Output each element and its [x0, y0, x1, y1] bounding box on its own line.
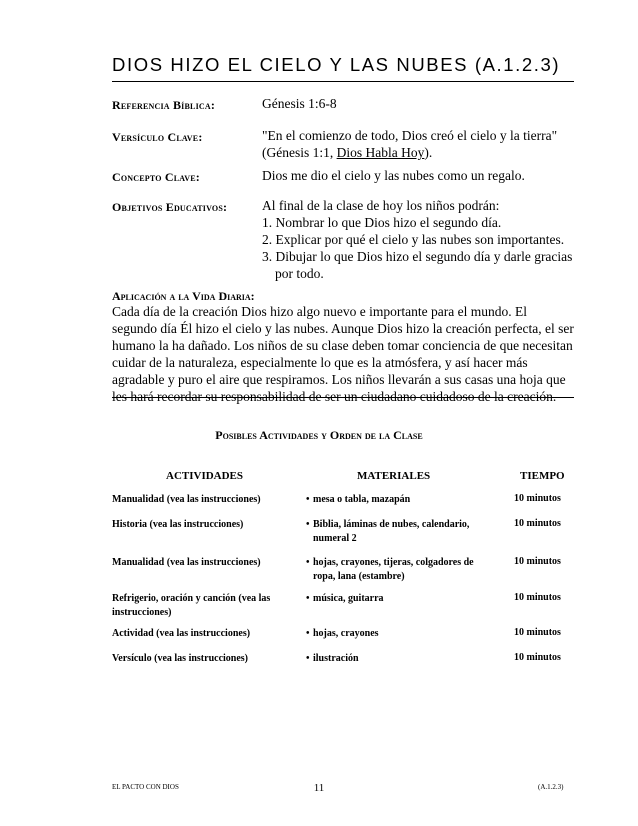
row-time: 10 minutos	[514, 493, 561, 504]
header-time: TIEMPO	[520, 470, 565, 482]
field-value-key-concept	[262, 167, 525, 184]
header-materials: MATERIALES	[357, 470, 431, 482]
lesson-title: DIOS HIZO EL CIELO Y LAS NUBES (A.1.2.3)	[112, 54, 561, 75]
row-materials	[306, 493, 496, 507]
objective-1: 1. Nombrar lo que Dios hizo el segundo día.	[262, 215, 502, 230]
row-time: 10 minutos	[514, 592, 561, 603]
key-verse-citation	[262, 144, 557, 161]
field-label-objectives: Objetivos Educativos:	[112, 200, 228, 214]
citation-suffix: ).	[424, 145, 433, 160]
row-materials	[306, 652, 496, 666]
application-line: segundo día Él hizo el cielo y las nubes. Aunque Dios hizo la creación perfecta, el ser	[112, 321, 574, 336]
key-concept-line: Dios me dio el cielo y las nubes como un regalo.	[262, 168, 525, 183]
schedule-title: Posibles Actividades y Orden de la Clase	[215, 428, 423, 442]
row-time: 10 minutos	[514, 518, 561, 529]
row-materials	[306, 556, 496, 584]
row-activity: Manualidad (vea las instrucciones)	[112, 557, 261, 568]
bullet-icon: •	[306, 593, 310, 604]
application-line: agradable y puro el aire que respiramos. Los niños llevarán a sus casas una hoja que	[112, 372, 566, 387]
materials-text: hojas, crayones, tijeras, colgadores de ropa, lana (estambre)	[313, 557, 474, 582]
bullet-icon: •	[306, 519, 310, 530]
row-materials	[306, 627, 496, 641]
materials-text: Biblia, láminas de nubes, calendario, numeral 2	[313, 519, 470, 544]
citation-prefix: (Génesis 1:1,	[262, 145, 337, 160]
bullet-icon: •	[306, 557, 310, 568]
bullet-icon: •	[306, 628, 310, 639]
field-value-key-verse	[262, 127, 557, 161]
materials-text: mesa o tabla, mazapán	[313, 494, 411, 505]
section-rule	[112, 397, 574, 398]
field-label-key-concept: Concepto Clave:	[112, 170, 200, 184]
page-number: 11	[313, 782, 325, 794]
row-time: 10 minutos	[514, 652, 561, 663]
application-line: cuidar de la naturaleza, especialmente lo que es la atmósfera, y así hacer más	[112, 355, 528, 370]
objective-3: 3. Dibujar lo que Dios hizo el segundo día y darle gracias	[262, 249, 573, 264]
row-activity: Historia (vea las instrucciones)	[112, 519, 244, 530]
bullet-icon: •	[306, 494, 310, 505]
row-activity: Actividad (vea las instrucciones)	[112, 628, 251, 639]
application-line: humano la ha dañado. Los niños de su clase deben tomar conciencia de que necesitan	[112, 338, 573, 353]
application-text	[112, 303, 582, 405]
row-materials	[306, 592, 496, 606]
row-time: 10 minutos	[514, 627, 561, 638]
field-value-reference	[262, 95, 337, 112]
objective-2: 2. Explicar por qué el cielo y las nubes son importantes.	[262, 232, 565, 247]
application-line: Cada día de la creación Dios hizo algo nuevo e importante para el mundo. El	[112, 304, 527, 319]
row-activity: Refrigerio, oración y canción (vea las instrucciones)	[112, 593, 271, 618]
objectives-intro: Al final de la clase de hoy los niños podrán:	[262, 198, 500, 213]
field-label-reference: Referencia Bíblica:	[112, 98, 216, 112]
row-activity: Versículo (vea las instrucciones)	[112, 653, 249, 664]
translation-link: Dios Habla Hoy	[336, 145, 425, 160]
title-rule	[112, 81, 574, 82]
key-verse-line: "En el comienzo de todo, Dios creó el cielo y la tierra"	[262, 128, 558, 143]
row-materials	[306, 518, 496, 546]
materials-text: música, guitarra	[313, 593, 384, 604]
application-line: les hará recordar su responsabilidad de ser un ciudadano cuidadoso de la creación.	[112, 389, 557, 404]
materials-text: hojas, crayones	[313, 628, 379, 639]
bullet-icon: •	[306, 653, 310, 664]
row-activity: Manualidad (vea las instrucciones)	[112, 494, 261, 505]
objective-3-cont: por todo.	[275, 266, 324, 281]
field-value-objectives	[262, 197, 572, 282]
row-time: 10 minutos	[514, 556, 561, 567]
footer-left: EL PACTO CON DIOS	[112, 783, 179, 791]
header-activities: ACTIVIDADES	[166, 470, 244, 482]
materials-text: ilustración	[313, 653, 359, 664]
footer-right: (A.1.2.3)	[538, 783, 564, 791]
field-label-key-verse: Versículo Clave:	[112, 130, 203, 144]
application-label: Aplicación a la Vida Diaria:	[112, 289, 255, 303]
reference-line: Génesis 1:6-8	[262, 96, 337, 111]
